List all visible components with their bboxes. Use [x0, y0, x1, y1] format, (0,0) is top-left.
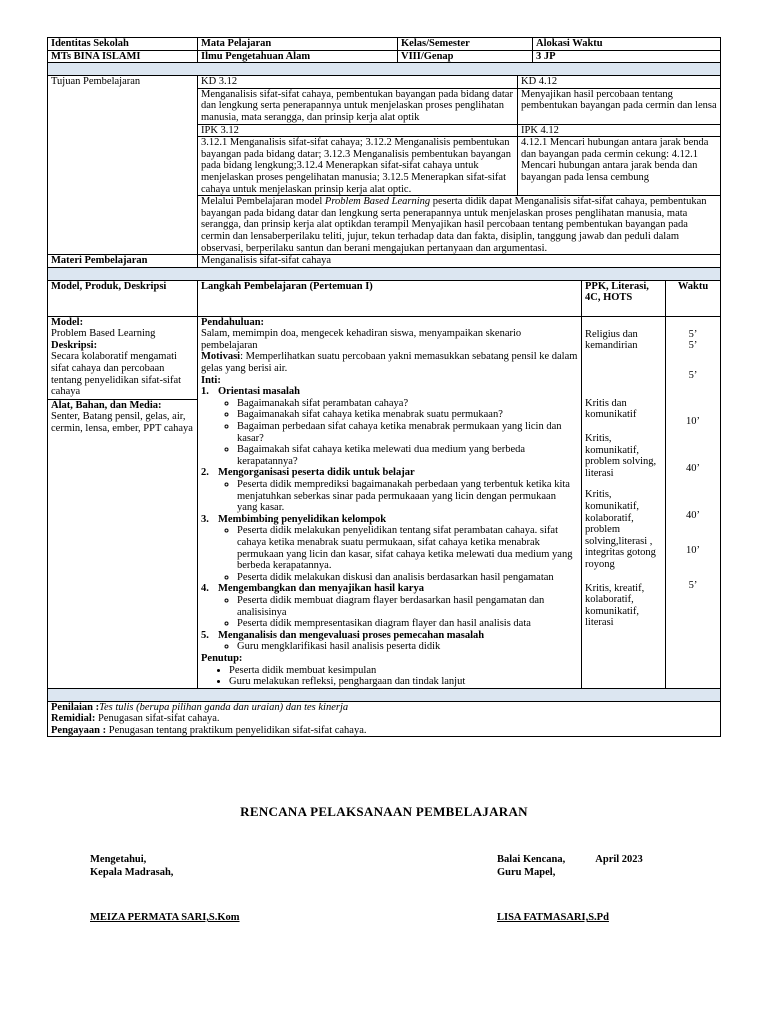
- pendahuluan-label: Pendahuluan:: [201, 316, 265, 328]
- ppk-cell: [582, 316, 666, 688]
- penutup-list: [201, 665, 578, 688]
- band-divider: [48, 688, 721, 701]
- inti-label: Inti:: [201, 374, 221, 386]
- identity-table: [47, 37, 721, 76]
- kd-right-text: Menyajikan hasil percobaan tentang pembentukan bayangan pada cermin dan lensa: [518, 88, 721, 124]
- remidial-text: Penugasan sifat-sifat cahaya.: [95, 713, 220, 725]
- summary-pre: Melalui Pembelajaran model: [201, 196, 325, 208]
- alat-label: Alat, Bahan, dan Media:: [51, 399, 162, 411]
- inti-step: [201, 386, 578, 467]
- step-item: ◦ Bagaimakah sifat cahaya ketika melewati dua medium yang berbeda kerapatannya?: [237, 444, 578, 467]
- subject-label: Mata Pelajaran: [198, 38, 398, 51]
- deskripsi-value: Secara kolaboratif mengamati sifat cahaya dan percobaan tentang penyelidikan sifat-sifat cahaya: [51, 351, 182, 398]
- headmaster-name: MEIZA PERMATA SARI,S.Kom: [90, 912, 240, 923]
- class-label: Kelas/Semester: [398, 38, 533, 51]
- waktu-5: 40’: [686, 463, 700, 475]
- motivasi-label: Motivasi: [201, 351, 241, 363]
- inti-step: [201, 630, 578, 653]
- waktu-6: 40’: [686, 509, 700, 521]
- step-number: 5.: [201, 629, 209, 641]
- waktu-1: 5’: [688, 328, 698, 340]
- remidial: [51, 713, 717, 725]
- waktu-8: 5’: [688, 579, 698, 591]
- time-label: Alokasi Waktu: [533, 38, 721, 51]
- inti-step: [201, 583, 578, 629]
- step-item: ◦ Peserta didik melakukan diskusi dan analisis berdasarkan hasil pengamatan: [237, 572, 578, 584]
- tujuan-label: Tujuan Pembelajaran: [48, 76, 198, 255]
- col-langkah-header: Langkah Pembelajaran (Pertemuan I): [198, 280, 582, 316]
- penutup-item: • Guru melakukan refleksi, penghargaan dan tindak lanjut: [229, 676, 578, 688]
- kd-right-title: KD 4.12: [518, 76, 721, 89]
- motivasi-text: : Memperlihatkan suatu percobaan yakni memasukkan sebatang pensil ke dalam gelas yang berisi air.: [201, 351, 578, 375]
- model-label: Model:: [51, 316, 84, 328]
- step-item: ◦ Bagaimanakah sifat perambatan cahaya?: [237, 398, 578, 410]
- waktu-3: 5’: [688, 369, 698, 381]
- step-items: [201, 479, 578, 514]
- step-title: [201, 583, 578, 595]
- teacher-name: LISA FATMASARI,S.Pd: [497, 912, 609, 923]
- inti-steps: [201, 386, 578, 653]
- tujuan-table: [47, 75, 721, 281]
- right-line2: Guru Mapel,: [497, 867, 556, 878]
- penilaian: [51, 702, 717, 714]
- summary-model: Problem Based Learning: [324, 196, 431, 208]
- waktu-4: 10’: [686, 416, 700, 428]
- subject-value: Ilmu Pengetahuan Alam: [198, 50, 398, 63]
- penutup-item: • Peserta didik membuat kesimpulan: [229, 665, 578, 677]
- step-title: [201, 386, 578, 398]
- ppk-5: Kritis, kreatif, kolaboratif, komunikatif, literasi: [585, 582, 645, 629]
- step-items: [201, 595, 578, 630]
- date: April 2023: [595, 854, 643, 865]
- penilaian-text: Tes tulis (berupa pilihan ganda dan uraian) dan tes kinerja: [99, 701, 349, 713]
- signature-right: [497, 853, 643, 879]
- langkah-cell: [198, 316, 582, 688]
- penutup-label: Penutup:: [201, 652, 243, 664]
- rpp-page: [47, 37, 721, 737]
- col-ppk-header: PPK, Literasi, 4C, HOTS: [582, 280, 666, 316]
- ppk-3: Kritis, komunikatif, problem solving, literasi: [585, 433, 657, 479]
- inti-step: [201, 467, 578, 513]
- ipk-left-title: IPK 3.12: [198, 124, 518, 137]
- pengayaan-label: Pengayaan :: [51, 724, 107, 736]
- step-title-text: Mengembangkan dan menyajikan hasil karya: [218, 583, 424, 595]
- step-item: ◦ Bagaimanakah sifat cahaya ketika menabrak suatu permukaan?: [237, 409, 578, 421]
- col-model-header: Model, Produk, Deskripsi: [48, 280, 198, 316]
- class-value: VIII/Genap: [398, 50, 533, 63]
- band-divider: [48, 267, 721, 280]
- summary-post: peserta didik dapat Menganalisis sifat-sifat cahaya, pembentukan bayangan pada bidang datar dan lengkung serta penerapannya untuk menjelaskan proses penglihatan manusia, mata serangga, dan prinsip kerja alat optikdan terampil Menyajikan hasil percobaan tentang pembentukan bayangan pada cermin dan lensaberperilaku teliti, jujur, tekun terhadap data dan fakta, disiplin, tanggung jawab dan peduli dalam observasi, berperilaku santun dan berani mengajukan pertanyaan dan argumentasi.: [201, 196, 707, 254]
- ppk-1: Religius dan kemandirian: [585, 328, 638, 352]
- remidial-label: Remidial:: [51, 713, 96, 725]
- school-value: MTs BINA ISLAMI: [48, 50, 198, 63]
- ipk-right-text: 4.12.1 Mencari hubungan antara jarak benda dan bayangan pada cermin cekung: 4.12.1 Mencari hubungan antara jarak benda dan bayangan pada lensa cembung: [518, 137, 721, 196]
- langkah-table: [47, 280, 721, 738]
- pendahuluan-text: Salam, memimpin doa, mengecek kehadiran siswa, menyampaikan skenario pembelajaran: [201, 328, 522, 351]
- step-items: [201, 641, 578, 653]
- step-number: 4.: [201, 583, 209, 595]
- waktu-cell: [666, 316, 721, 688]
- evaluasi-cell: [48, 701, 721, 737]
- tujuan-summary: [198, 196, 721, 255]
- band-divider: [48, 63, 721, 76]
- ppk-2: Kritis dan komunikatif: [585, 397, 637, 421]
- kd-left-title: KD 3.12: [198, 76, 518, 89]
- ipk-left-text: 3.12.1 Menganalisis sifat-sifat cahaya; 3.12.2 Menganalisis pembentukan bayangan pada bidang datar; 3.12.3 Menganalisis pembentukan bayangan pada bidang lengkung;3.12.4 Menerapkan sifat-sifat cahaya untuk menjelaskan proses pengelihatan manusia; 3.12.5 Menerapkan sifat-sifat cahaya untuk menjelaskan prinsip kerja alat optic.: [198, 137, 518, 196]
- step-title-text: Membimbing penyelidikan kelompok: [218, 513, 387, 525]
- step-number: 3.: [201, 513, 209, 525]
- waktu-7: 10’: [686, 545, 700, 557]
- school-label: Identitas Sekolah: [48, 38, 198, 51]
- ipk-right-title: IPK 4.12: [518, 124, 721, 137]
- model-cell: [48, 316, 198, 688]
- left-line2: Kepala Madrasah,: [90, 867, 174, 878]
- time-value: 3 JP: [533, 50, 721, 63]
- materi-label: Materi Pembelajaran: [48, 255, 198, 268]
- motivasi: [201, 351, 578, 374]
- step-items: [201, 525, 578, 583]
- step-items: [201, 398, 578, 468]
- signature-left: [90, 853, 173, 879]
- step-title-text: Orientasi masalah: [218, 386, 300, 398]
- alat-value: Senter, Batang pensil, gelas, air, cermin, lensa, ember, PPT cahaya: [51, 411, 193, 435]
- step-item: ◦ Bagaiman perbedaan sifat cahaya ketika menabrak permukaan yang licin dan kasar?: [237, 421, 578, 444]
- pengayaan-text: Penugasan tentang praktikum penyelidikan sifat-sifat cahaya.: [106, 724, 367, 736]
- materi-value: Menganalisis sifat-sifat cahaya: [198, 255, 721, 268]
- step-item: ◦ Peserta didik mempresentasikan diagram flayer dan hasil analisis data: [237, 618, 578, 630]
- document-title: RENCANA PELAKSANAAN PEMBELAJARAN: [240, 804, 528, 819]
- step-item: ◦ Peserta didik memprediksi bagaimanakah perbedaan yang terbentuk ketika kita menjatuhkan seberkas sinar pada permukaaan yang licin dengan permukaan yang kasar.: [237, 479, 578, 514]
- step-title: [201, 514, 578, 526]
- step-number: 2.: [201, 467, 209, 479]
- step-title-text: Mengorganisasi peserta didik untuk belajar: [218, 467, 415, 479]
- kd-left-text: Menganalisis sifat-sifat cahaya, pembentukan bayangan pada bidang datar dan lengkung serta penerapannya untuk menjelaskan proses penglihatan manusia, mata serangga, dan prinsip kerja alat optik: [198, 88, 518, 124]
- deskripsi-label: Deskripsi:: [51, 339, 98, 351]
- place: Balai Kencana,: [497, 854, 566, 865]
- step-number: 1.: [201, 386, 209, 398]
- left-line1: Mengetahui,: [90, 854, 147, 865]
- step-item: ◦ Guru mengklarifikasi hasil analisis peserta didik: [237, 641, 578, 653]
- inti-step: [201, 514, 578, 584]
- pengayaan: [51, 725, 717, 737]
- step-title: [201, 467, 578, 479]
- model-value: Problem Based Learning: [51, 328, 156, 340]
- step-title: [201, 630, 578, 642]
- col-waktu-header: Waktu: [666, 280, 721, 316]
- waktu-2: 5’: [688, 340, 698, 352]
- step-title-text: Menganalisis dan mengevaluasi proses pemecahan masalah: [218, 629, 485, 641]
- step-item: ◦ Peserta didik melakukan penyelidikan tentang sifat perambatan cahaya. sifat cahaya ketika menabrak suatu permukaan, sifat cahaya ketika menabrak permukaan yang licin dan kasar, sifat cahaya ketika melewati dua medium yang berbeda kerapatannya.: [237, 525, 578, 571]
- step-item: ◦ Peserta didik membuat diagram flayer berdasarkan hasil pengamatan dan analisisinya: [237, 595, 578, 618]
- penilaian-label: Penilaian :: [51, 701, 100, 713]
- ppk-4: Kritis, komunikatif, kolaboratif, problem solving,literasi , integritas gotong royong: [585, 489, 656, 570]
